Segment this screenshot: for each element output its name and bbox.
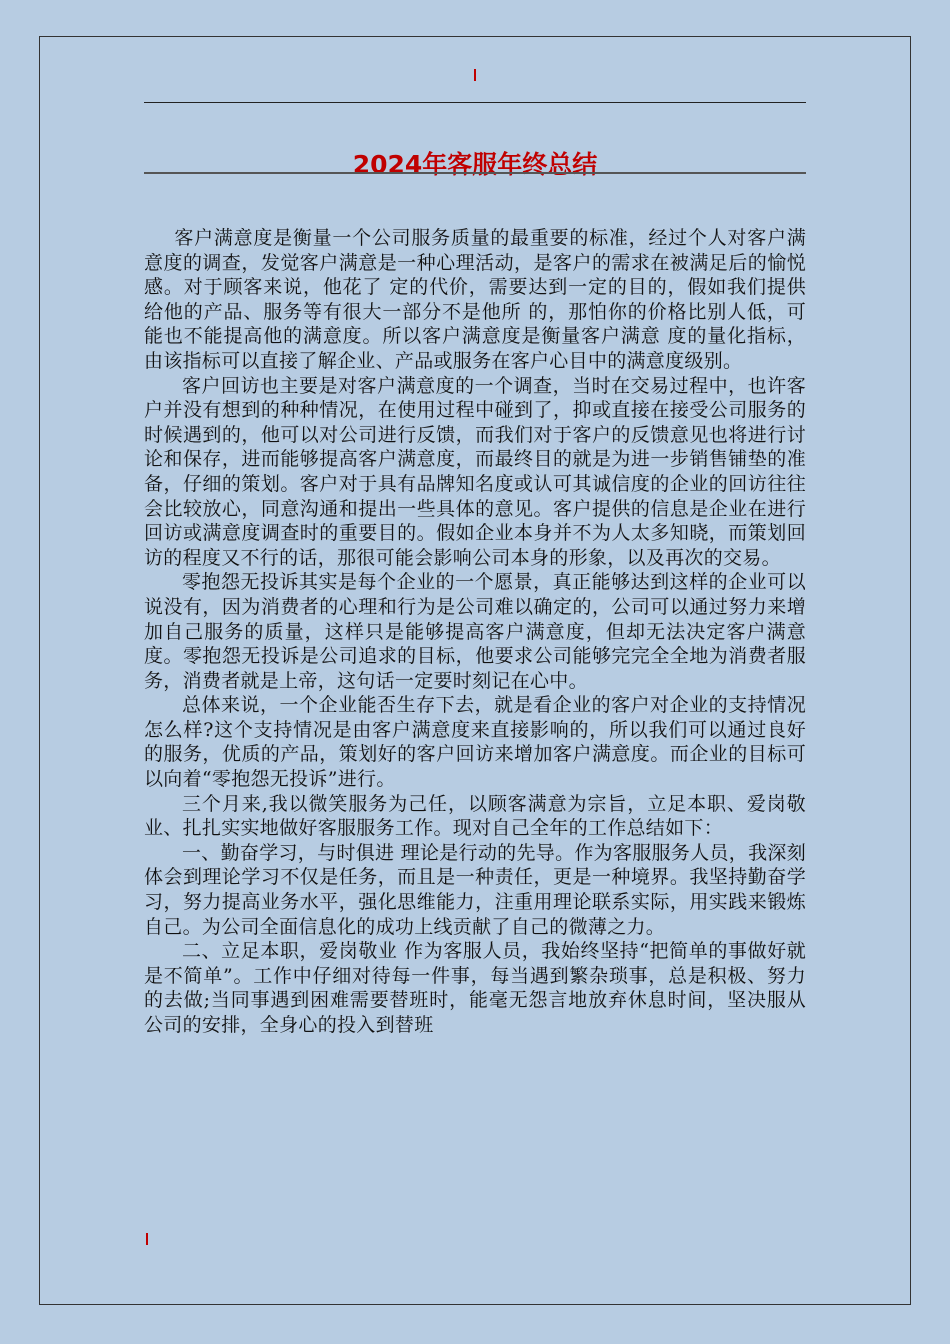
paragraph-dedication: 二、立足本职，爱岗敬业 作为客服人员，我始终坚持“把简单的事做好就是不简单”。工作中仔细对待每一件事，每当遇到繁杂琐事，总是积极、努力的去做;当同事遇到困难需要替班时，能毫无怨言地放弃休息时间，坚决服从公司的安排，全身心的投入到替班	[144, 940, 806, 1036]
paragraph-three-months: 三个月来,我以微笑服务为己任，以顾客满意为宗旨，立足本职、爱岗敬业、扎扎实实地做好客服服务工作。现对自己全年的工作总结如下：	[144, 792, 806, 840]
paragraph-satisfaction: 客户满意度是衡量一个公司服务质量的最重要的标准，经过个人对客户满意度的调查，发觉客户满意是一种心理活动，是客户的需求在被满足后的愉悦感。对于顾客来说，他花了 定的代价，需要达到一定的目的，假如我们提供给他的产品、服务等有很大一部分不是他所 的，那怕你的价格比别人低，可能也不能提高他的满意度。所以客户满意度是衡量客户满意 度的量化指标，由该指标可以直接了解企业、产品或服务在客户心目中的满意度级别。	[144, 227, 806, 372]
document-title: 2024年客服年终总结	[352, 149, 598, 179]
title-rule	[144, 172, 806, 174]
header-marker	[474, 69, 476, 81]
paragraph-zero-complaint: 零抱怨无投诉其实是每个企业的一个愿景，真正能够达到这样的企业可以说没有，因为消费者的心理和行为是公司难以确定的，公司可以通过努力来增加自己服务的质量，这样只是能够提高客户满意度，但却无法决定客户满意度。零抱怨无投诉是公司追求的目标，他要求公司能够完完全全地为消费者服务，消费者就是上帝，这句话一定要时刻记在心中。	[144, 571, 806, 692]
header-rule	[144, 102, 806, 103]
document-body	[144, 226, 806, 1196]
paragraph-summary: 总体来说，一个企业能否生存下去，就是看企业的客户对企业的支持情况怎么样?这个支持情况是由客户满意度来直接影响的，所以我们可以通过良好的服务，优质的产品，策划好的客户回访来增加客户满意度。而企业的目标可以向着“零抱怨无投诉”进行。	[144, 694, 806, 791]
paragraph-revisit: 客户回访也主要是对客户满意度的一个调查，当时在交易过程中，也许客户并没有想到的种种情况，在使用过程中碰到了，抑或直接在接受公司服务的时候遇到的，他可以对公司进行反馈，而我们对于客户的反馈意见也将进行讨论和保存，进而能够提高客户满意度，而最终目的就是为进一步销售铺垫的准备，仔细的策划。客户对于具有品牌知名度或认可其诚信度的企业的回访往往会比较放心，同意沟通和提出一些具体的意见。客户提供的信息是企业在进行回访或满意度调查时的重要目的。假如企业本身并不为人太多知晓，而策划回访的程度又不行的话，那很可能会影响公司本身的形象，以及再次的交易。	[144, 374, 806, 569]
footer-marker	[146, 1233, 148, 1245]
paragraph-study: 一、勤奋学习，与时俱进 理论是行动的先导。作为客服服务人员，我深刻体会到理论学习不仅是任务，而且是一种责任，更是一种境界。我坚持勤奋学习，努力提高业务水平，强化思维能力，注重用理论联系实际，用实践来锻炼自己。为公司全面信息化的成功上线贡献了自己的微薄之力。	[144, 841, 806, 938]
